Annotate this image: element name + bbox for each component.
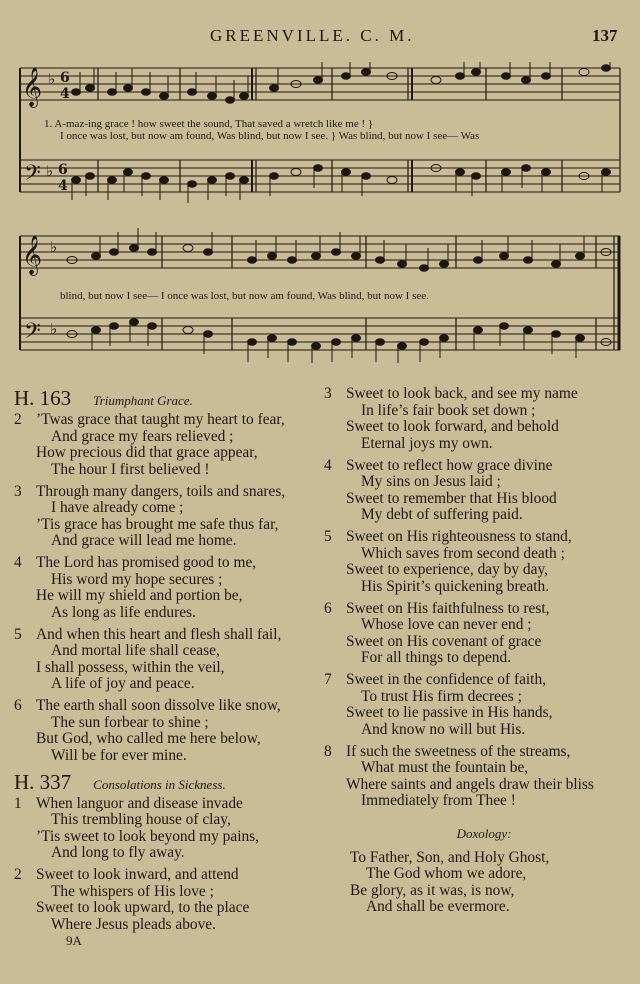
hymn-subtitle: Consolations in Sickness. (93, 776, 226, 792)
bass-stems (72, 168, 602, 203)
lyric-line-2: I once was lost, but now am found, Was blind, but now I see. } Was blind, but now I see— Was (60, 130, 480, 142)
verse (324, 672, 624, 738)
doxology-line: The God whom we adore, (366, 865, 527, 882)
hymn-heading (14, 386, 314, 410)
clefs-and-signatures (22, 235, 57, 349)
verse-line: I have already come ; (51, 499, 184, 516)
verse-line: Sweet to look inward, and attend (36, 866, 239, 883)
verse (324, 529, 624, 595)
verse-line: To trust His firm decrees ; (361, 687, 522, 705)
verse (14, 627, 314, 693)
verse-number: 2 (14, 411, 22, 428)
verse (324, 386, 624, 452)
verse (324, 744, 624, 810)
verse-number: 2 (14, 866, 22, 883)
music-score-system-1 (16, 62, 624, 204)
verse-line: Will be for ever mine. (51, 746, 187, 764)
doxology-line: To Father, Son, and Holy Ghost, (350, 848, 550, 866)
verse-line: When languor and disease invade (36, 794, 243, 812)
verse-line: What must the fountain be, (361, 759, 529, 776)
verse-number: 6 (14, 697, 22, 714)
verse-line: He will my shield and portion be, (36, 587, 243, 604)
page-number: 137 (592, 26, 618, 45)
verse-line: How precious did that grace appear, (36, 444, 258, 461)
verse (14, 555, 314, 621)
verse-line: If such the sweetness of the streams, (346, 742, 571, 760)
doxology (324, 850, 624, 916)
verse-line: Sweet to lie passive in His hands, (346, 704, 553, 721)
verse-line: Sweet to experience, day by day, (346, 561, 548, 578)
verse-line: Which saves from second death ; (361, 544, 565, 562)
hymn-number: H. 337 (14, 769, 72, 794)
verse-line: Through many dangers, toils and snares, (36, 482, 286, 500)
verse-number: 4 (324, 456, 332, 474)
lyric-line-1: 1. A-maz-ing grace ! how sweet the sound, That saved a wretch like me ! } (44, 118, 374, 130)
running-title: GREENVILLE. C. M. (210, 26, 415, 45)
hymn-number: H. 163 (14, 386, 72, 410)
verse-line: Sweet in the confidence of faith, (346, 671, 547, 688)
verse (14, 796, 314, 862)
right-column (324, 386, 624, 921)
verse-line: The earth shall soon dissolve like snow, (36, 697, 281, 714)
svg-text:𝄢: 𝄢 (24, 161, 41, 191)
doxology-title: Doxology: (456, 825, 512, 841)
verse (324, 458, 624, 524)
verse-line: A life of joy and peace. (51, 675, 195, 692)
treble-stems (100, 228, 584, 268)
verse-line: And mortal life shall cease, (51, 642, 220, 659)
verse (14, 484, 314, 550)
verse-line: My sins on Jesus laid ; (361, 473, 501, 490)
verse-line: His word my hope secures ; (51, 570, 223, 588)
verse-line: Sweet on His faithfulness to rest, (346, 599, 550, 617)
verse-line: The whispers of His love ; (51, 882, 214, 900)
verse-line: ’Tis grace has brought me safe thus far, (36, 515, 279, 533)
verse (14, 412, 314, 478)
verse-line: This trembling house of clay, (51, 811, 231, 828)
verse-line: In life’s fair book set down ; (361, 401, 536, 419)
svg-text:𝄞: 𝄞 (22, 235, 43, 275)
hymn-subtitle: Triumphant Grace. (93, 393, 193, 408)
verse-line: Sweet to look upward, to the place (36, 899, 250, 916)
verse-line: And when this heart and flesh shall fail, (36, 625, 282, 643)
verse-number: 4 (14, 554, 22, 571)
verse-line: Whose love can never end ; (361, 616, 532, 633)
verse-line: And grace will lead me home. (51, 532, 237, 549)
verse-line: And grace my fears relieved ; (51, 427, 234, 445)
svg-text:♭: ♭ (48, 70, 56, 88)
verse-line: Eternal joys my own. (361, 434, 493, 452)
svg-text:𝄞: 𝄞 (22, 67, 43, 107)
verse-line: For all things to depend. (361, 649, 512, 666)
verse-line: Where saints and angels draw their bliss (346, 775, 594, 793)
verse (14, 867, 314, 933)
verse-line: The sun forbear to shine ; (51, 713, 209, 731)
verse-line: Sweet to remember that His blood (346, 489, 557, 507)
verse-number: 1 (14, 794, 22, 812)
verse-line: And know no will but His. (361, 720, 526, 738)
verse-line: The hour I first believed ! (51, 460, 210, 478)
svg-text:♭: ♭ (46, 162, 54, 180)
doxology-line: Be glory, as it was, is now, (350, 881, 515, 899)
verse-line: My debt of suffering paid. (361, 506, 523, 523)
verse-line: Immediately from Thee ! (361, 792, 516, 809)
svg-text:♭: ♭ (50, 238, 58, 256)
signature-mark: 9A (66, 933, 82, 948)
verse-line: I shall possess, within the veil, (36, 658, 225, 676)
verse-line: Sweet to look back, and see my name (346, 385, 578, 402)
verse-line: But God, who called me here below, (36, 730, 261, 747)
verse (14, 698, 314, 764)
treble-notes (67, 245, 611, 272)
music-score-system-2 (16, 226, 624, 364)
verse-number: 3 (324, 385, 332, 402)
verse-line: Sweet to look forward, and behold (346, 418, 559, 435)
verse-number: 3 (14, 482, 22, 500)
svg-text:6: 6 (60, 70, 70, 86)
doxology-line: And shall be evermore. (366, 898, 510, 915)
verse-line: Where Jesus pleads above. (51, 915, 216, 933)
verse-number: 5 (14, 625, 22, 643)
svg-text:4: 4 (58, 178, 68, 194)
svg-text:♭: ♭ (50, 320, 58, 338)
verse-line: Sweet on His righteousness to stand, (346, 528, 572, 545)
verse-line: Sweet on His covenant of grace (346, 632, 542, 650)
verse-line: ’Twas grace that taught my heart to fear, (36, 411, 285, 428)
hymn-heading (14, 770, 314, 794)
verse-number: 7 (324, 671, 332, 688)
verse-line: Sweet to reflect how grace divine (346, 456, 553, 474)
verse-number: 6 (324, 599, 332, 617)
verse-line: His Spirit’s quickening breath. (361, 577, 550, 595)
verse-number: 5 (324, 528, 332, 545)
svg-text:4: 4 (60, 86, 70, 102)
lyric-line-3: blind, but now I see— I once was lost, but now am found, Was blind, but now I see. (60, 290, 429, 302)
verse-line: And long to fly away. (51, 844, 185, 861)
verse-number: 8 (324, 742, 332, 760)
svg-text:6: 6 (58, 162, 68, 178)
svg-text:𝄢: 𝄢 (24, 319, 41, 349)
verse-line: The Lord has promised good to me, (36, 554, 257, 571)
verse-line: As long as life endures. (51, 603, 196, 621)
verse (324, 601, 624, 667)
left-column (14, 386, 314, 939)
verse-line: ’Tis sweet to look beyond my pains, (36, 827, 260, 845)
